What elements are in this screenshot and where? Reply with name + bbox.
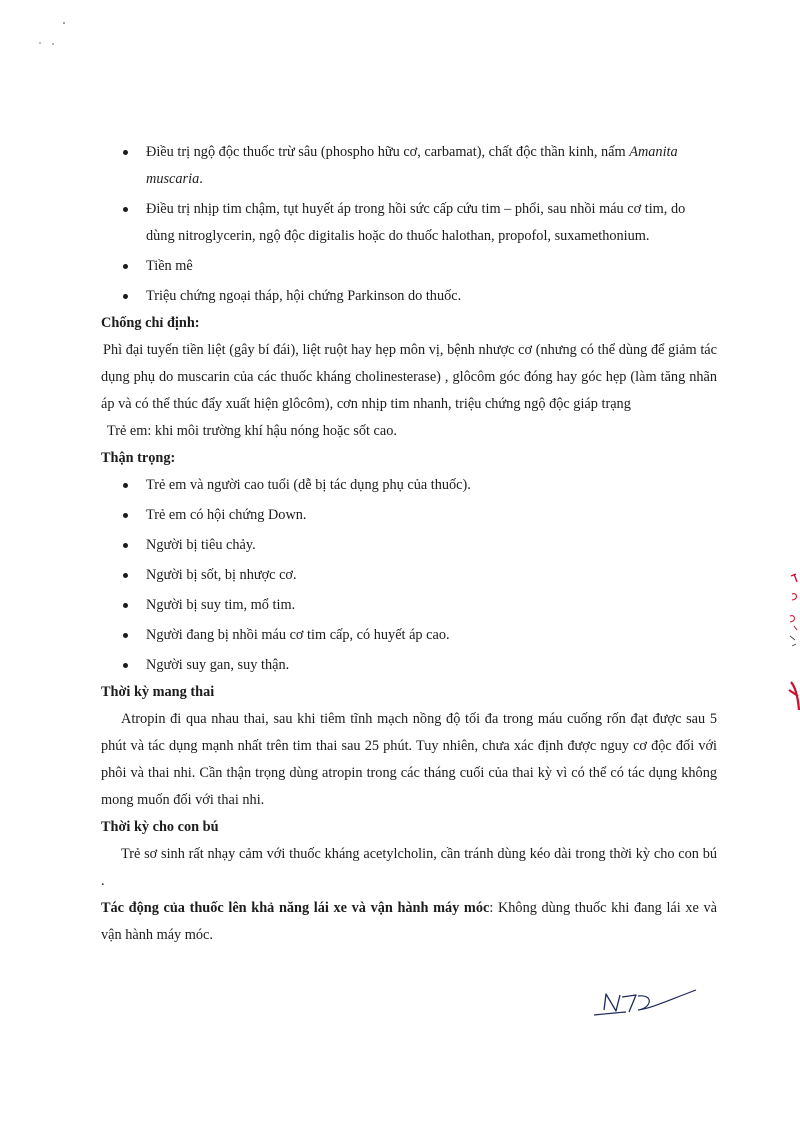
bullet-icon [123, 663, 128, 668]
list-item [101, 253, 717, 280]
list-item-text: Người bị sốt, bị nhược cơ. [146, 567, 297, 583]
bullet-icon [123, 603, 128, 608]
driving-paragraph [101, 895, 717, 949]
breastfeeding-paragraph: Trẻ sơ sinh rất nhạy cảm với thuốc kháng acetylcholin, cần tránh dùng kéo dài trong thời kỳ cho con bú . [101, 846, 717, 889]
precautions-heading: Thận trọng: [101, 450, 176, 466]
bullet-icon [123, 513, 128, 518]
document-body [101, 139, 717, 949]
list-item-text: Trẻ em và người cao tuổi (dễ bị tác dụng phụ của thuốc). [146, 477, 471, 493]
children-note: Trẻ em: khi môi trường khí hậu nóng hoặc sốt cao. [107, 423, 397, 439]
contraindications-heading: Chống chỉ định: [101, 315, 200, 331]
list-item [101, 652, 717, 679]
bullet-icon [123, 294, 128, 299]
list-item [101, 283, 717, 310]
list-item-text: Người bị suy tim, mổ tim. [146, 597, 296, 613]
bullet-icon [123, 150, 128, 155]
pregnancy-paragraph: Atropin đi qua nhau thai, sau khi tiêm tĩnh mạch nồng độ tối đa trong máu cuống rốn đạt được sau 5 phút và tác dụng mạnh nhất trên tim thai sau 25 phút. Tuy nhiên, chưa xác định được nguy cơ độc đối với phôi và thai nhi. Cần thận trọng dùng atropin trong các tháng cuối của thai kỳ vì có thể có tác dụng không mong muốn đối với thai nhi. [101, 711, 717, 808]
list-item-tail: . [199, 171, 203, 187]
list-item [101, 622, 717, 649]
list-item [101, 562, 717, 589]
list-item-text: Triệu chứng ngoại tháp, hội chứng Parkinson do thuốc. [146, 288, 462, 304]
list-item [101, 502, 717, 529]
precautions-list [101, 472, 717, 679]
bullet-icon [123, 264, 128, 269]
list-item-text: Người suy gan, suy thận. [146, 657, 290, 673]
list-item-text: Điều trị ngộ độc thuốc trừ sâu (phospho hữu cơ, carbamat), chất độc thần kinh, nấm [146, 144, 630, 160]
list-item-text: Người bị tiêu chảy. [146, 537, 256, 553]
bullet-icon [123, 207, 128, 212]
contraindications-paragraph: Phì đại tuyến tiền liệt (gây bí đái), liệt ruột hay hẹp môn vị, bệnh nhược cơ (nhưng có thể dùng để giảm tác dụng phụ do muscarin của các thuốc kháng cholinesterase) , glôcôm góc đóng hay góc hẹp (làm tăng nhãn áp và có thể thúc đẩy xuất hiện glôcôm), cơn nhịp tim nhanh, triệu chứng ngộ độc giáp trạng [101, 342, 717, 412]
pregnancy-heading: Thời kỳ mang thai [101, 684, 215, 700]
bullet-icon [123, 483, 128, 488]
driving-text: Không dùng thuốc khi đang lái xe và vận hành máy móc. [101, 900, 718, 943]
bullet-icon [123, 543, 128, 548]
list-item-text: Trẻ em có hội chứng Down. [146, 507, 307, 523]
bullet-icon [123, 573, 128, 578]
species-name: Amanita muscaria [146, 144, 678, 187]
list-item [101, 472, 717, 499]
bullet-icon [123, 633, 128, 638]
list-item [101, 532, 717, 559]
list-item [101, 139, 717, 193]
breastfeeding-heading: Thời kỳ cho con bú [101, 819, 219, 835]
handwritten-signature [592, 988, 702, 1024]
indications-list [101, 139, 717, 310]
list-item [101, 196, 717, 250]
list-item [101, 592, 717, 619]
driving-heading: Tác động của thuốc lên khả năng lái xe và vận hành máy móc [101, 900, 490, 916]
list-item-text: Điều trị nhịp tim chậm, tụt huyết áp trong hồi sức cấp cứu tim – phổi, sau nhồi máu cơ tim, do dùng nitroglycerin, ngộ độc digitalis hoặc do thuốc halothan, propofol, suxamethonium. [146, 201, 686, 244]
edge-stamp-marks [778, 570, 800, 720]
scan-specks [38, 20, 78, 60]
list-item-text: Người đang bị nhồi máu cơ tim cấp, có huyết áp cao. [146, 627, 450, 643]
list-item-text: Tiền mê [146, 258, 193, 274]
driving-colon: : [489, 900, 498, 916]
